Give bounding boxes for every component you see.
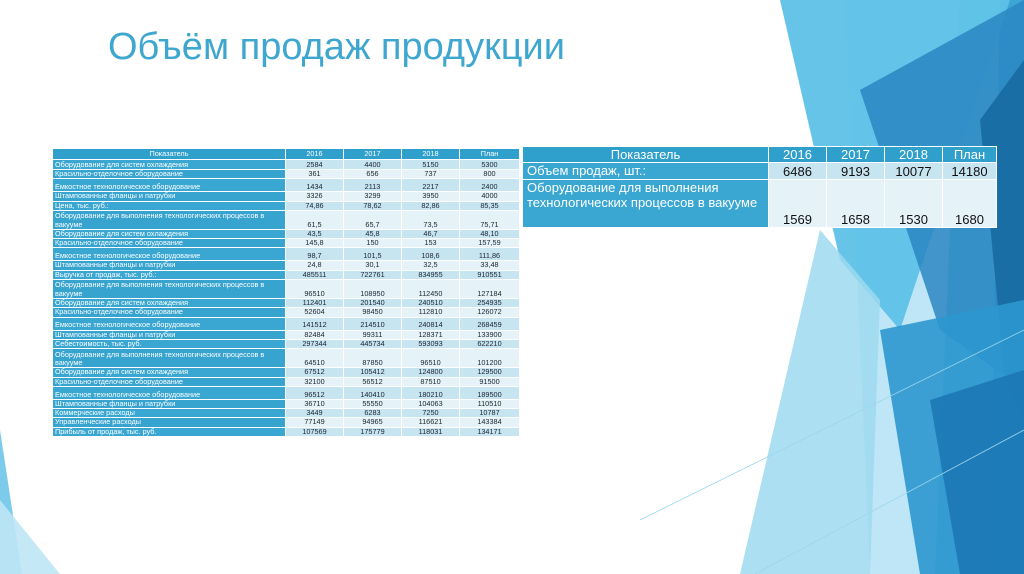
table-row (53, 308, 520, 317)
cell-value: 96510 (402, 349, 460, 368)
row-label: Красильно-отделочное оборудование (53, 377, 286, 386)
cell-value: 175779 (344, 427, 402, 436)
table-row (53, 239, 520, 248)
cell-value: 445734 (344, 339, 402, 348)
cell-value: 834955 (402, 270, 460, 279)
row-label: Цена, тыс. руб.: (53, 201, 286, 210)
cell-value: 722761 (344, 270, 402, 279)
cell-value: 153 (402, 239, 460, 248)
table-row (53, 210, 520, 229)
row-label: Прибыль от продаж, тыс. руб. (53, 427, 286, 436)
column-header: 2018 (402, 149, 460, 160)
cell-value: 101200 (460, 349, 520, 368)
cell-value: 2400 (460, 179, 520, 192)
cell-value: 4000 (460, 192, 520, 201)
table-row (53, 170, 520, 179)
row-label: Оборудование для систем охлаждения (53, 229, 286, 238)
cell-value: 78,62 (344, 201, 402, 210)
row-label: Оборудование для выполнения технологических процессов в вакууме (53, 280, 286, 299)
cell-value: 32,5 (402, 261, 460, 270)
column-header: 2017 (827, 147, 885, 163)
table-row (53, 349, 520, 368)
cell-value: 98,7 (286, 248, 344, 261)
cell-value: 94965 (344, 418, 402, 427)
cell-value: 87850 (344, 349, 402, 368)
cell-value: 5300 (460, 160, 520, 170)
cell-value: 593093 (402, 339, 460, 348)
cell-value: 5150 (402, 160, 460, 170)
table-row (53, 248, 520, 261)
table-row (53, 261, 520, 270)
cell-value: 118031 (402, 427, 460, 436)
row-label: Штампованные фланцы и патрубки (53, 261, 286, 270)
cell-value: 361 (286, 170, 344, 179)
column-header: План (943, 147, 997, 163)
row-label: Емкостное технологическое оборудование (53, 317, 286, 330)
cell-value: 14180 (943, 163, 997, 180)
table-row (523, 180, 997, 228)
row-label: Красильно-отделочное оборудование (53, 308, 286, 317)
table-row (53, 160, 520, 170)
cell-value: 737 (402, 170, 460, 179)
table-row (53, 317, 520, 330)
table-row (53, 192, 520, 201)
cell-value: 32100 (286, 377, 344, 386)
summary-sales-table (522, 146, 997, 228)
row-label: Оборудование для выполнения технологических процессов в вакууме (523, 180, 769, 228)
table-row (53, 270, 520, 279)
cell-value: 129500 (460, 368, 520, 377)
cell-value: 1434 (286, 179, 344, 192)
column-header: Показатель (523, 147, 769, 163)
summary-table-header (523, 147, 997, 163)
cell-value: 107569 (286, 427, 344, 436)
cell-value: 157,59 (460, 239, 520, 248)
cell-value: 128371 (402, 330, 460, 339)
cell-value: 36710 (286, 399, 344, 408)
column-header: 2018 (885, 147, 943, 163)
detailed-sales-table (52, 148, 520, 437)
row-label: Коммерческие расходы (53, 409, 286, 418)
cell-value: 6283 (344, 409, 402, 418)
row-label: Оборудование для систем охлаждения (53, 160, 286, 170)
cell-value: 10787 (460, 409, 520, 418)
row-label: Оборудование для выполнения технологических процессов в вакууме (53, 210, 286, 229)
table-row (53, 229, 520, 238)
row-label: Штампованные фланцы и патрубки (53, 399, 286, 408)
table-row (53, 330, 520, 339)
cell-value: 1530 (885, 180, 943, 228)
cell-value: 214510 (344, 317, 402, 330)
row-label: Выручка от продаж, тыс. руб.: (53, 270, 286, 279)
cell-value: 127184 (460, 280, 520, 299)
table-row (523, 163, 997, 180)
cell-value: 910551 (460, 270, 520, 279)
cell-value: 110510 (460, 399, 520, 408)
cell-value: 105412 (344, 368, 402, 377)
row-label: Емкостное технологическое оборудование (53, 179, 286, 192)
cell-value: 4400 (344, 160, 402, 170)
cell-value: 800 (460, 170, 520, 179)
cell-value: 55550 (344, 399, 402, 408)
cell-value: 67512 (286, 368, 344, 377)
table-row (53, 418, 520, 427)
cell-value: 3449 (286, 409, 344, 418)
table-row (53, 201, 520, 210)
table-row (53, 409, 520, 418)
table-row (53, 377, 520, 386)
cell-value: 3950 (402, 192, 460, 201)
cell-value: 180210 (402, 386, 460, 399)
detailed-table-body (53, 160, 520, 437)
column-header: План (460, 149, 520, 160)
cell-value: 2584 (286, 160, 344, 170)
column-header: 2016 (769, 147, 827, 163)
cell-value: 43,5 (286, 229, 344, 238)
cell-value: 52604 (286, 308, 344, 317)
row-label: Себестоимость, тыс. руб. (53, 339, 286, 348)
cell-value: 112810 (402, 308, 460, 317)
cell-value: 48,10 (460, 229, 520, 238)
cell-value: 124800 (402, 368, 460, 377)
cell-value: 133900 (460, 330, 520, 339)
cell-value: 141512 (286, 317, 344, 330)
cell-value: 108950 (344, 280, 402, 299)
row-label: Емкостное технологическое оборудование (53, 386, 286, 399)
cell-value: 99311 (344, 330, 402, 339)
cell-value: 1680 (943, 180, 997, 228)
column-header: 2017 (344, 149, 402, 160)
cell-value: 30,1 (344, 261, 402, 270)
cell-value: 134171 (460, 427, 520, 436)
table-row (53, 399, 520, 408)
cell-value: 2113 (344, 179, 402, 192)
cell-value: 1658 (827, 180, 885, 228)
table-row (53, 339, 520, 348)
cell-value: 77149 (286, 418, 344, 427)
row-label: Емкостное технологическое оборудование (53, 248, 286, 261)
cell-value: 145,8 (286, 239, 344, 248)
cell-value: 254935 (460, 299, 520, 308)
cell-value: 6486 (769, 163, 827, 180)
row-label: Штампованные фланцы и патрубки (53, 192, 286, 201)
table-row (53, 280, 520, 299)
cell-value: 65,7 (344, 210, 402, 229)
table-row (53, 368, 520, 377)
cell-value: 96512 (286, 386, 344, 399)
cell-value: 10077 (885, 163, 943, 180)
cell-value: 98450 (344, 308, 402, 317)
cell-value: 87510 (402, 377, 460, 386)
cell-value: 189500 (460, 386, 520, 399)
row-label: Оборудование для систем охлаждения (53, 299, 286, 308)
column-header: Показатель (53, 149, 286, 160)
cell-value: 64510 (286, 349, 344, 368)
cell-value: 485511 (286, 270, 344, 279)
cell-value: 56512 (344, 377, 402, 386)
table-row (53, 386, 520, 399)
cell-value: 91500 (460, 377, 520, 386)
cell-value: 7250 (402, 409, 460, 418)
cell-value: 75,71 (460, 210, 520, 229)
cell-value: 112401 (286, 299, 344, 308)
cell-value: 112450 (402, 280, 460, 299)
header-row (53, 149, 520, 160)
cell-value: 9193 (827, 163, 885, 180)
cell-value: 240510 (402, 299, 460, 308)
cell-value: 656 (344, 170, 402, 179)
cell-value: 622210 (460, 339, 520, 348)
row-label: Объем продаж, шт.: (523, 163, 769, 180)
cell-value: 85,35 (460, 201, 520, 210)
cell-value: 96510 (286, 280, 344, 299)
row-label: Штампованные фланцы и патрубки (53, 330, 286, 339)
row-label: Красильно-отделочное оборудование (53, 239, 286, 248)
cell-value: 201540 (344, 299, 402, 308)
cell-value: 140410 (344, 386, 402, 399)
cell-value: 143384 (460, 418, 520, 427)
table-row (53, 179, 520, 192)
cell-value: 33,48 (460, 261, 520, 270)
cell-value: 61,5 (286, 210, 344, 229)
cell-value: 3326 (286, 192, 344, 201)
cell-value: 3299 (344, 192, 402, 201)
table-row (53, 299, 520, 308)
cell-value: 150 (344, 239, 402, 248)
header-row (523, 147, 997, 163)
cell-value: 240814 (402, 317, 460, 330)
slide-title: Объём продаж продукции (108, 26, 565, 68)
table-row (53, 427, 520, 436)
cell-value: 101,5 (344, 248, 402, 261)
detailed-table-header (53, 149, 520, 160)
cell-value: 104063 (402, 399, 460, 408)
cell-value: 2217 (402, 179, 460, 192)
cell-value: 74,86 (286, 201, 344, 210)
cell-value: 126072 (460, 308, 520, 317)
row-label: Красильно-отделочное оборудование (53, 170, 286, 179)
cell-value: 268459 (460, 317, 520, 330)
cell-value: 108,6 (402, 248, 460, 261)
cell-value: 45,8 (344, 229, 402, 238)
cell-value: 73,5 (402, 210, 460, 229)
row-label: Оборудование для выполнения технологических процессов в вакууме (53, 349, 286, 368)
cell-value: 82484 (286, 330, 344, 339)
cell-value: 116621 (402, 418, 460, 427)
column-header: 2016 (286, 149, 344, 160)
row-label: Оборудование для систем охлаждения (53, 368, 286, 377)
summary-table-body (523, 163, 997, 228)
cell-value: 1569 (769, 180, 827, 228)
cell-value: 82,86 (402, 201, 460, 210)
cell-value: 111,86 (460, 248, 520, 261)
row-label: Управленческие расходы (53, 418, 286, 427)
cell-value: 24,8 (286, 261, 344, 270)
cell-value: 297344 (286, 339, 344, 348)
cell-value: 46,7 (402, 229, 460, 238)
